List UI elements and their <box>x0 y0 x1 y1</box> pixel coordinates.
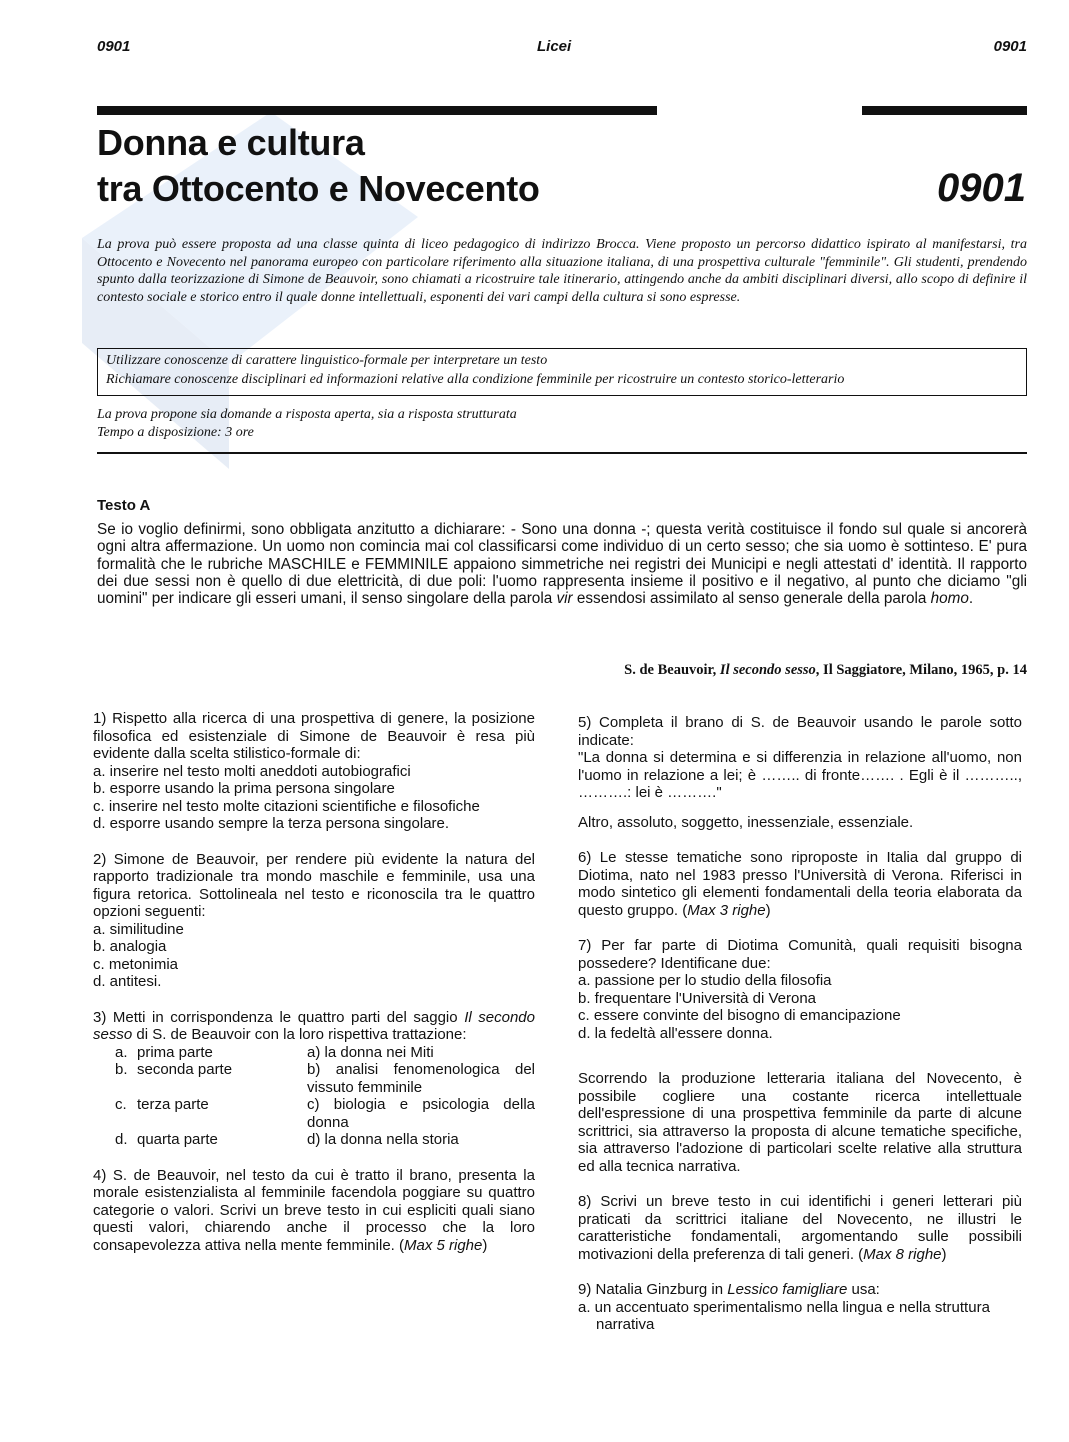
q8-text: 8) Scrivi un breve testo in cui identifichi i generi letterari più praticati da scrittrici italiane del Novecento, ne illustri le caratteristiche fondamentali, argomentando sulle possibili motivazioni della preferenza di tali generi. ( <box>578 1193 1022 1263</box>
option: d. esporre usando sempre la terza persona singolare. <box>93 815 450 832</box>
question-8 <box>578 1193 1022 1263</box>
question-text: 5) Completa il brano di S. de Beauvoir usando le parole sotto indicate: <box>578 714 1022 749</box>
objectives-box <box>97 348 1027 396</box>
title-code: 0901 <box>937 166 1026 210</box>
q4-text: 4) S. de Beauvoir, nel testo da cui è tratto il brano, presenta la morale esistenzialista al femminile facendola poggiare su quattro categorie o valori. Scrivi un breve testo in cui espliciti quali siano questi valori, chiarendo anche il processo che la loro consapevolezza attiva nella mente femminile. ( <box>93 1166 535 1254</box>
section-divider <box>97 452 1027 454</box>
question-1 <box>93 710 535 833</box>
q3-title: Il secondo sesso <box>93 1008 535 1043</box>
title-rule-right <box>862 106 1027 115</box>
q3-post: di S. de Beauvoir con la loro rispettiva trattazione: <box>132 1026 467 1043</box>
testo-heading: Testo A <box>97 497 151 514</box>
questions-left-column <box>93 710 535 1272</box>
title-rule-left <box>97 106 657 115</box>
option: d. antitesi. <box>93 973 162 990</box>
context-text: Scorrendo la produzione letteraria italiana del Novecento, è possibile cogliere una costante ricerca intellettuale dell'espressione di una prospettiva femminile da parte di alcune scrittrici, sia attraverso la proposta di alcune tematiche specifiche, sia attraverso l'adozione di particolari scelte relative alla struttura ed alla tecnica narrativa. <box>578 1070 1022 1175</box>
q8-max: Max 8 righe <box>863 1245 942 1263</box>
info-line: Tempo a disposizione: 3 ore <box>97 425 254 440</box>
question-7 <box>578 937 1022 1042</box>
cite-author: S. de Beauvoir, <box>624 662 720 678</box>
match-topic: d) la donna nella storia <box>307 1131 459 1148</box>
testo-text: Se io voglio definirmi, sono obbligata anzitutto a dichiarare: - Sono una donna -; questa verità costituisce il fondo sul quale si ancorerà ogni altra affermazione. Un uomo non comincia mai col classificarsi come individuo di un certo sesso; che sia uomo è sottinteso. E' pura formalità che le rubriche MASCHILE e FEMMINILE appaiono simmetriche nei registri dei Municipi e negli attestati d' identità. Il rapporto dei due sessi non è quello di due elettricità, di due poli: l'uomo rappresenta insieme il positivo e il negativo, al punto che diciamo "gli uomini" per indicare gli esseri umani, il senso singolare della parola <box>97 521 1027 608</box>
objective-item: Richiamare conoscenze disciplinari ed informazioni relative alla condizione femminile per ricostruire un contesto storico-letterario <box>106 372 845 387</box>
cite-rest: , Il Saggiatore, Milano, 1965, p. 14 <box>815 662 1027 678</box>
match-row <box>115 1131 535 1149</box>
objective-item: Utilizzare conoscenze di carattere linguistico-formale per interpretare un testo <box>106 353 548 368</box>
question-text: 2) Simone de Beauvoir, per rendere più evidente la natura del rapporto tradizionale tra mondo maschile e femminile, usa una figura retorica. Sottolineala nel testo e riconoscila tra le quattro opzioni seguenti: <box>93 850 535 920</box>
q6-end: ) <box>765 901 771 919</box>
match-letter: d. <box>115 1131 128 1148</box>
option: c. metonimia <box>93 955 179 973</box>
option: a. inserire nel testo molti aneddoti autobiografici <box>93 762 411 780</box>
matching-table <box>115 1044 535 1149</box>
q9-title: Lessico famigliare <box>727 1281 848 1298</box>
cite-title: Il secondo sesso <box>719 662 816 678</box>
page-title <box>97 120 540 212</box>
header-section: Licei <box>537 38 572 55</box>
match-part: seconda parte <box>137 1061 233 1078</box>
testo-homo: homo <box>930 590 969 608</box>
option: a. similitudine <box>93 920 184 938</box>
q9-pre: 9) Natalia Ginzburg in <box>578 1281 728 1298</box>
question-9 <box>578 1281 1022 1334</box>
option: d. la fedeltà all'essere donna. <box>578 1024 773 1042</box>
match-letter: a. <box>115 1043 128 1061</box>
match-row <box>115 1044 535 1062</box>
intro-paragraph: La prova può essere proposta ad una classe quinta di liceo pedagogico di indirizzo Brocca. Viene proposto un percorso didattico ispirato al manifestarsi, tra Ottocento e Novecento nel panorama europeo con particolare riferimento alla situazione italiana, di una prospettiva culturale "femminile". Gli studenti, prendendo spunto dalla teorizzazione di Simone de Beauvoir, sono chiamati a ricostruire tale itinerario, attingendo anche da ambiti disciplinari diversi, allo scopo di definire il contesto sociale e storico entro il quale donne intellettuali, esponenti dei vari campi della cultura si sono espresse. <box>97 237 1027 305</box>
option: c. inserire nel testo molte citazioni scientifiche e filosofiche <box>93 797 480 815</box>
header-code-right: 0901 <box>993 38 1027 55</box>
q4-end: ) <box>482 1236 488 1254</box>
question-2 <box>93 851 535 991</box>
info-line: La prova propone sia domande a risposta aperta, sia a risposta strutturata <box>97 407 517 422</box>
match-letter: c. <box>115 1096 127 1113</box>
q6-max: Max 3 righe <box>687 901 766 919</box>
question-text: 1) Rispetto alla ricerca di una prospettiva di genere, la posizione filosofica ed esistenziale di Simone de Beauvoir è resa più evidente dalla scelta stilistico-formale di: <box>93 710 535 762</box>
option: c. essere convinte del bisogno di emancipazione <box>578 1007 901 1024</box>
header-code-left: 0901 <box>97 38 131 55</box>
question-text <box>93 1009 535 1044</box>
testo-paragraph <box>97 521 1027 607</box>
q6-text: 6) Le stesse tematiche sono riproposte in Italia dal gruppo di Diotima, nato nel 1983 presso l'Università di Verona. Riferisci in modo sintetico gli elementi fondamentali della teoria elaborata da questo gruppo. ( <box>578 849 1022 919</box>
questions-right-column <box>578 714 1022 1352</box>
question-text <box>578 1193 1022 1263</box>
citation <box>624 662 1027 679</box>
match-row <box>115 1096 535 1131</box>
match-topic: a) la donna nei Miti <box>307 1043 434 1061</box>
testo-text: essendosi assimilato al senso generale della parola <box>572 590 931 608</box>
q5-words: Altro, assoluto, soggetto, inessenziale, essenziale. <box>578 813 914 831</box>
question-6 <box>578 849 1022 919</box>
match-part: terza parte <box>137 1096 209 1113</box>
q5-quote: "La donna si determina e si differenzia in relazione all'uomo, non l'uomo in relazione a lei; è …….. di fronte……. . Egli è il ……….., ……….: lei è ………." <box>578 749 1022 801</box>
option: b. analogia <box>93 938 167 955</box>
option: a. un accentuato sperimentalismo nella lingua e nella struttura narrativa <box>578 1298 990 1333</box>
context-paragraph <box>578 1070 1022 1175</box>
match-row <box>115 1061 535 1096</box>
q3-pre: 3) Metti in corrispondenza le quattro parti del saggio <box>93 1008 465 1026</box>
q8-end: ) <box>941 1245 947 1263</box>
q4-max: Max 5 righe <box>404 1236 483 1254</box>
match-part: quarta parte <box>137 1131 218 1148</box>
title-line-2: tra Ottocento e Novecento <box>97 168 540 209</box>
testo-vir: vir <box>556 590 573 608</box>
question-4 <box>93 1167 535 1255</box>
test-info <box>97 406 517 442</box>
question-text <box>578 849 1022 919</box>
match-part: prima parte <box>137 1043 213 1061</box>
match-topic: c) biologia e psicologia della donna <box>307 1096 535 1131</box>
question-text <box>93 1167 535 1255</box>
option: b. esporre usando la prima persona singolare <box>93 780 395 797</box>
match-letter: b. <box>115 1061 128 1078</box>
question-3 <box>93 1009 535 1149</box>
q9-post: usa: <box>847 1281 880 1298</box>
question-text: 7) Per far parte di Diotima Comunità, quali requisiti bisogna possedere? Identificane due: <box>578 937 1022 972</box>
question-5 <box>578 714 1022 831</box>
title-line-1: Donna e cultura <box>97 122 365 163</box>
match-topic: b) analisi fenomenologica del vissuto femminile <box>307 1061 535 1096</box>
option: a. passione per lo studio della filosofia <box>578 972 832 989</box>
question-text <box>578 1281 1022 1299</box>
testo-text: . <box>968 590 974 608</box>
option: b. frequentare l'Università di Verona <box>578 989 817 1007</box>
